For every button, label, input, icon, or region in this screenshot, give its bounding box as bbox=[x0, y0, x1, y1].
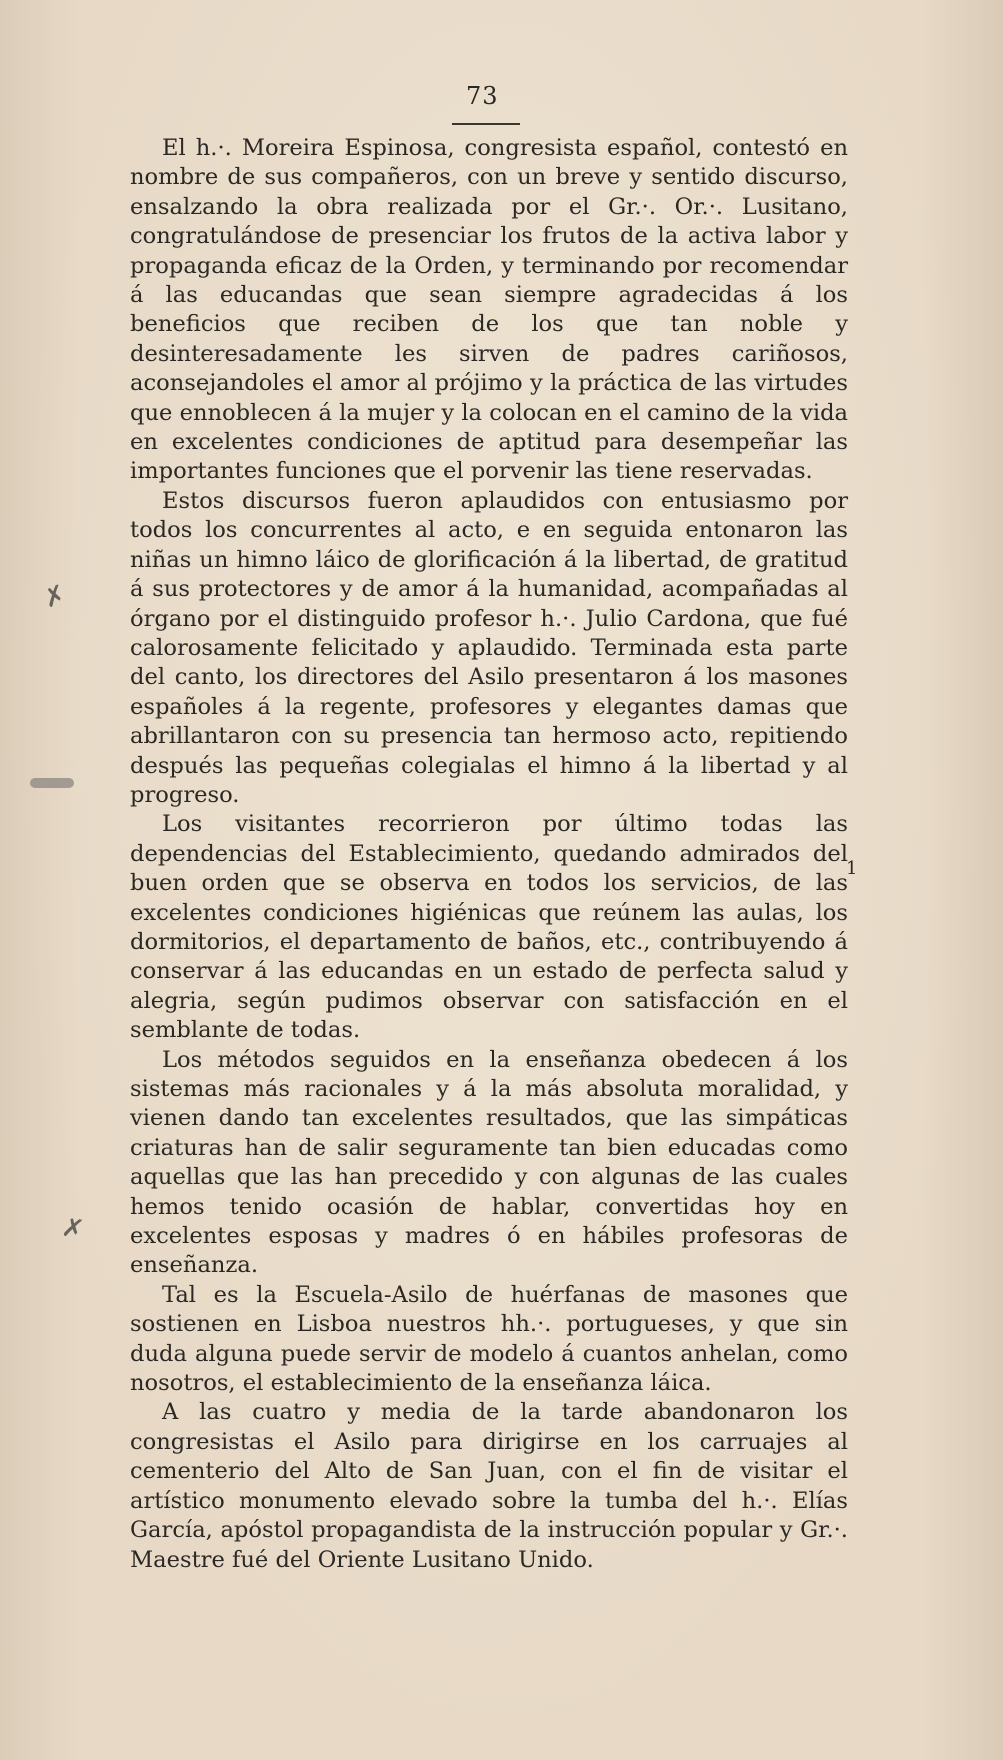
paragraph: Los métodos seguidos en la enseñanza obedecen á los sistemas más racionales y á la más absoluta moralidad, y vienen dando tan excelentes resultados, que las simpáticas criaturas han de salir seguramente tan bien educadas como aquellas que las han precedido y con algunas de las cuales hemos tenido ocasión de hablar, convertidas hoy en excelentes esposas y madres ó en hábiles profesoras de enseñanza. bbox=[130, 1046, 848, 1279]
margin-smudge bbox=[30, 778, 74, 788]
page-number: 73 bbox=[466, 82, 499, 110]
paragraph: A las cuatro y media de la tarde abandonaron los congresistas el Asilo para dirigirse en los carruajes al cementerio del Alto de San Juan, con el fin de visitar el artístico monumento elevado sobre la tumba del h.·. Elías García, apóstol propagandista de la instrucción popular y Gr.·. Maestre fué del Oriente Lusitano Unido. bbox=[130, 1399, 848, 1573]
edge-mark: 1 bbox=[846, 858, 858, 879]
margin-mark-icon: ✗ bbox=[39, 579, 71, 615]
paragraph: Tal es la Escuela-Asilo de huérfanas de masones que sostienen en Lisboa nuestros hh.·. portugueses, y que sin duda alguna puede servir de modelo á cuantos anhelan, como nosotros, el establecimiento de la enseñanza láica. bbox=[130, 1281, 848, 1397]
page-number-rule bbox=[452, 123, 520, 125]
paragraph: Los visitantes recorrieron por último todas las dependencias del Establecimiento, quedando admirados del buen orden que se observa en todos los servicios, de las excelentes condiciones higiénicas que reúnem las aulas, los dormitorios, el departamento de baños, etc., contribuyendo á conservar á las educandas en un estado de perfecta salud y alegria, según pudimos observar con satisfacción en el semblante de todas. bbox=[130, 811, 848, 1044]
body-text bbox=[130, 134, 848, 1575]
paragraph: El h.·. Moreira Espinosa, congresista español, contestó en nombre de sus compañeros, con un breve y sentido discurso, ensalzando la obra realizada por el Gr.·. Or.·. Lusitano, congratulándose de presenciar los frutos de la activa labor y propaganda eficaz de la Orden, y terminando por recomendar á las educandas que sean siempre agradecidas á los beneficios que reciben de los que tan noble y desinteresadamente les sirven de padres cariñosos, aconsejandoles el amor al prójimo y la práctica de las virtudes que ennoblecen á la mujer y la colocan en el camino de la vida en excelentes condiciones de aptitud para desempeñar las importantes funciones que el porvenir las tiene reservadas. bbox=[130, 135, 848, 485]
paragraph: Estos discursos fueron aplaudidos con entusiasmo por todos los concurrentes al acto, e en seguida entonaron las niñas un himno láico de glorificación á la libertad, de gratitud á sus protectores y de amor á la humanidad, acompañadas al órgano por el distinguido profesor h.·. Julio Cardona, que fué calorosamente felicitado y aplaudido. Terminada esta parte del canto, los directores del Asilo presentaron á los masones españoles á la regente, profesores y elegantes damas que abrillantaron con su presencia tan hermoso acto, repitiendo después las pequeñas colegialas el himno á la libertad y al progreso. bbox=[130, 487, 848, 808]
margin-mark-icon: ✗ bbox=[59, 1212, 87, 1246]
